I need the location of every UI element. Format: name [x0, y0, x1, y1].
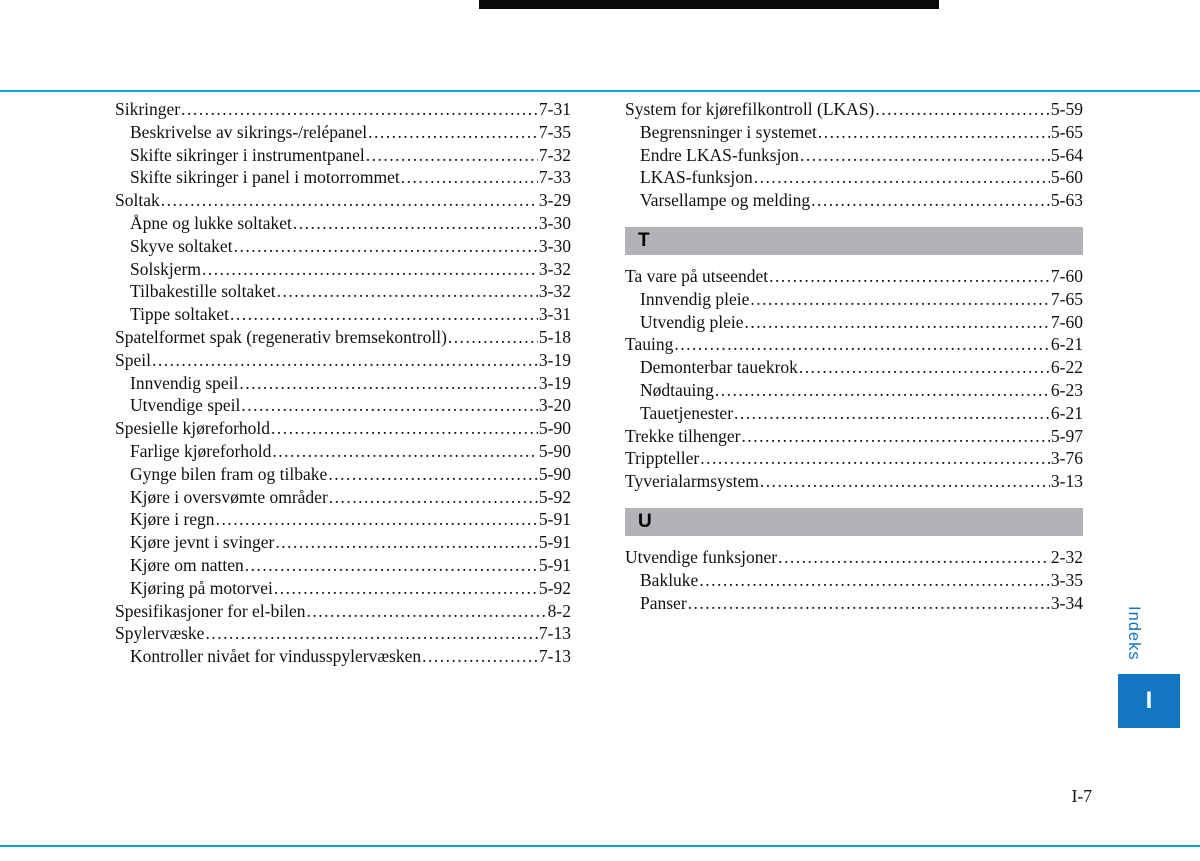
entry-page-number: 7-60 — [1050, 265, 1083, 286]
entry-page-number: 7-31 — [538, 99, 571, 119]
entry-page-number: 3-13 — [1050, 471, 1083, 492]
dot-leader — [366, 144, 538, 167]
index-right-column — [625, 98, 1083, 614]
dot-leader — [216, 508, 538, 531]
index-entry — [625, 379, 1083, 402]
entry-label: Skifte sikringer i instrumentpanel — [130, 144, 365, 165]
entry-page-number: 3-31 — [538, 304, 571, 325]
entry-page-number: 7-60 — [1050, 311, 1083, 332]
index-entry — [625, 121, 1083, 144]
index-entry — [625, 546, 1083, 569]
dot-leader — [754, 166, 1050, 189]
index-entry — [115, 144, 571, 167]
entry-label: Spatelformet spak (regenerativ bremsekontroll) — [115, 326, 447, 347]
index-entry — [115, 235, 571, 258]
dot-leader — [161, 189, 538, 212]
index-entry — [625, 592, 1083, 615]
entry-label: Innvendig pleie — [640, 288, 750, 309]
dot-leader — [401, 166, 538, 189]
section-header-t: T — [625, 227, 1083, 255]
dot-leader — [205, 622, 537, 645]
index-entry — [115, 463, 571, 486]
entry-page-number: 5-59 — [1050, 99, 1083, 119]
index-entry — [115, 326, 571, 349]
entry-label: Bakluke — [640, 569, 699, 590]
dot-leader — [274, 577, 538, 600]
entry-page-number: 7-33 — [538, 167, 571, 188]
entry-page-number: 3-30 — [538, 212, 571, 233]
entry-label: System for kjørefilkontroll (LKAS) — [625, 99, 875, 119]
index-entry — [625, 288, 1083, 311]
dot-leader — [742, 425, 1050, 448]
entry-page-number: 3-76 — [1050, 448, 1083, 469]
entry-label: LKAS-funksjon — [640, 167, 753, 188]
index-entry — [115, 554, 571, 577]
index-entry — [115, 98, 571, 121]
dot-leader — [230, 303, 538, 326]
entry-label: Varsellampe og melding — [640, 190, 811, 211]
index-left-column — [115, 98, 571, 668]
index-entry — [115, 349, 571, 372]
index-entry — [115, 212, 571, 235]
dot-leader — [293, 212, 538, 235]
entry-label: Spesifikasjoner for el-bilen — [115, 600, 306, 621]
entry-page-number: 7-32 — [538, 144, 571, 165]
index-tab-letter: I — [1145, 687, 1153, 714]
dot-leader — [734, 402, 1050, 425]
index-entry — [115, 280, 571, 303]
entry-page-number: 3-19 — [538, 349, 571, 370]
entry-page-number: 5-92 — [538, 577, 571, 598]
entry-page-number: 3-32 — [538, 258, 571, 279]
page-number: I-7 — [1071, 786, 1092, 806]
dot-leader — [422, 645, 538, 668]
top-black-bar — [479, 0, 939, 9]
entry-page-number: 2-32 — [1050, 546, 1083, 567]
entry-label: Kjøre om natten — [130, 554, 244, 575]
entry-label: Kjøre i oversvømte områder — [130, 486, 328, 507]
index-side-tab-box — [1118, 674, 1180, 728]
entry-label: Utvendige funksjoner — [625, 546, 778, 567]
entry-page-number: 5-90 — [538, 418, 571, 439]
entry-page-number: 3-35 — [1050, 569, 1083, 590]
index-entry — [115, 600, 571, 623]
index-entry — [625, 98, 1083, 121]
entry-label: Tippe soltaket — [130, 304, 230, 325]
index-entry — [115, 508, 571, 531]
entry-label: Begrensninger i systemet — [640, 121, 817, 142]
dot-leader — [875, 98, 1050, 121]
entry-page-number: 7-65 — [1050, 288, 1083, 309]
index-entry — [625, 189, 1083, 212]
index-entry — [625, 311, 1083, 334]
entry-label: Tyverialarmsystem — [625, 471, 759, 492]
entry-label: Solskjerm — [130, 258, 201, 279]
entry-page-number: 6-21 — [1050, 402, 1083, 423]
index-entry — [115, 166, 571, 189]
entry-page-number: 3-34 — [1050, 592, 1083, 613]
dot-leader — [818, 121, 1050, 144]
entry-page-number: 5-90 — [538, 440, 571, 461]
entry-page-number: 5-18 — [538, 326, 571, 347]
entry-label: Speil — [115, 349, 151, 370]
bottom-rule-line — [0, 845, 1200, 847]
entry-label: Soltak — [115, 190, 160, 211]
entry-label: Skyve soltaket — [130, 235, 233, 256]
entry-label: Utvendige speil — [130, 395, 241, 416]
entry-page-number: 3-32 — [538, 281, 571, 302]
entry-page-number: 5-91 — [538, 554, 571, 575]
top-rule-line — [0, 90, 1200, 92]
index-entry — [115, 531, 571, 554]
entry-label: Trekke tilhenger — [625, 425, 741, 446]
dot-leader — [271, 417, 538, 440]
index-entry — [115, 394, 571, 417]
dot-leader — [769, 265, 1050, 288]
entry-page-number: 3-30 — [538, 235, 571, 256]
index-entry — [115, 303, 571, 326]
entry-page-number: 5-92 — [538, 486, 571, 507]
index-entry — [625, 470, 1083, 493]
dot-leader — [181, 98, 538, 121]
entry-label: Kjøre jevnt i svinger — [130, 532, 275, 553]
dot-leader — [699, 569, 1050, 592]
index-entry — [625, 333, 1083, 356]
dot-leader — [307, 600, 547, 623]
entry-label: Nødtauing — [640, 379, 714, 400]
index-entry — [115, 121, 571, 144]
dot-leader — [448, 326, 538, 349]
index-entry — [115, 622, 571, 645]
entry-page-number: 6-21 — [1050, 334, 1083, 355]
dot-leader — [715, 379, 1050, 402]
entry-label: Panser — [640, 592, 687, 613]
entry-label: Gynge bilen fram og tilbake — [130, 463, 328, 484]
entry-page-number: 3-19 — [538, 372, 571, 393]
entry-page-number: 7-13 — [538, 623, 571, 644]
index-entry — [625, 402, 1083, 425]
dot-leader — [152, 349, 538, 372]
entry-label: Kjøring på motorvei — [130, 577, 273, 598]
dot-leader — [272, 440, 538, 463]
dot-leader — [778, 546, 1050, 569]
index-entry — [115, 486, 571, 509]
dot-leader — [688, 592, 1050, 615]
index-entry — [115, 645, 571, 668]
entry-page-number: 5-63 — [1050, 190, 1083, 211]
index-entry — [115, 417, 571, 440]
entry-label: Ta vare på utseendet — [625, 265, 769, 286]
index-entry — [625, 356, 1083, 379]
entry-page-number: 5-60 — [1050, 167, 1083, 188]
dot-leader — [239, 372, 538, 395]
entry-label: Tauetjenester — [640, 402, 734, 423]
entry-label: Innvendig speil — [130, 372, 239, 393]
dot-leader — [329, 486, 538, 509]
entry-label: Endre LKAS-funksjon — [640, 144, 799, 165]
dot-leader — [234, 235, 538, 258]
index-entry — [625, 569, 1083, 592]
entry-label: Spylervæske — [115, 623, 205, 644]
index-entry — [115, 258, 571, 281]
entry-page-number: 5-90 — [538, 463, 571, 484]
entry-label: Sikringer — [115, 99, 181, 119]
entry-page-number: 8-2 — [547, 600, 571, 621]
dot-leader — [750, 288, 1050, 311]
dot-leader — [241, 394, 538, 417]
dot-leader — [700, 447, 1050, 470]
index-side-tab-label: Indeks — [1125, 606, 1143, 661]
entry-label: Trippteller — [625, 448, 700, 469]
entry-label: Skifte sikringer i panel i motorrommet — [130, 167, 400, 188]
entry-label: Utvendig pleie — [640, 311, 744, 332]
entry-page-number: 5-91 — [538, 532, 571, 553]
entry-label: Farlige kjøreforhold — [130, 440, 272, 461]
dot-leader — [745, 311, 1050, 334]
dot-leader — [760, 470, 1050, 493]
index-entry — [115, 440, 571, 463]
entry-label: Tauing — [625, 334, 674, 355]
entry-label: Kjøre i regn — [130, 509, 215, 530]
dot-leader — [799, 356, 1050, 379]
entry-page-number: 6-23 — [1050, 379, 1083, 400]
index-entry — [625, 447, 1083, 470]
entry-page-number: 3-20 — [538, 395, 571, 416]
dot-leader — [275, 531, 538, 554]
entry-label: Demonterbar tauekrok — [640, 357, 798, 378]
entry-page-number: 5-65 — [1050, 121, 1083, 142]
entry-label: Tilbakestille soltaket — [130, 281, 276, 302]
dot-leader — [328, 463, 538, 486]
entry-page-number: 7-13 — [538, 646, 571, 667]
dot-leader — [800, 144, 1050, 167]
index-entry — [115, 577, 571, 600]
entry-page-number: 5-97 — [1050, 425, 1083, 446]
entry-label: Kontroller nivået for vindusspylervæsken — [130, 646, 422, 667]
index-entry — [625, 425, 1083, 448]
entry-label: Beskrivelse av sikrings-/relépanel — [130, 121, 368, 142]
entry-label: Åpne og lukke soltaket — [130, 212, 292, 233]
entry-page-number: 3-29 — [538, 190, 571, 211]
dot-leader — [245, 554, 538, 577]
index-entry — [625, 265, 1083, 288]
dot-leader — [202, 258, 538, 281]
entry-label: Spesielle kjøreforhold — [115, 418, 271, 439]
dot-leader — [811, 189, 1050, 212]
entry-page-number: 7-35 — [538, 121, 571, 142]
section-header-u: U — [625, 508, 1083, 536]
dot-leader — [368, 121, 538, 144]
dot-leader — [674, 333, 1050, 356]
index-entry — [625, 166, 1083, 189]
entry-page-number: 6-22 — [1050, 357, 1083, 378]
index-entry — [115, 189, 571, 212]
entry-page-number: 5-64 — [1050, 144, 1083, 165]
entry-page-number: 5-91 — [538, 509, 571, 530]
index-entry — [625, 144, 1083, 167]
index-entry — [115, 372, 571, 395]
dot-leader — [277, 280, 538, 303]
